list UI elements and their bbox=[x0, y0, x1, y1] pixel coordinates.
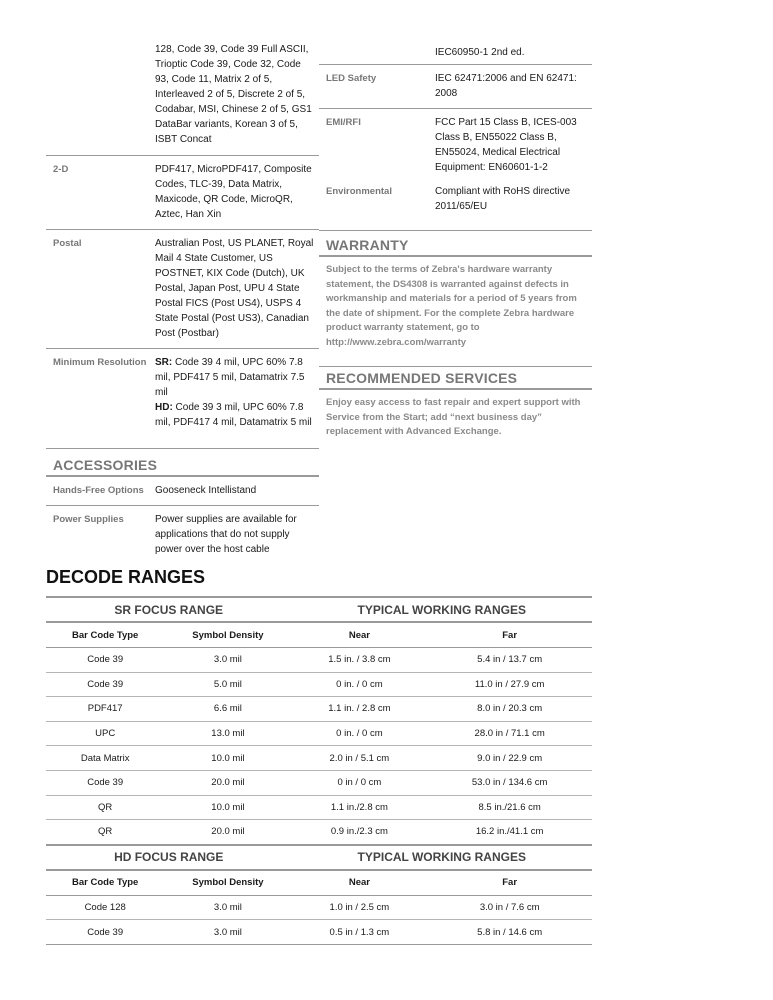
sr-column-headers bbox=[46, 622, 592, 648]
spec-value bbox=[155, 355, 319, 430]
spec-value: Australian Post, US PLANET, Royal Mail 4 State Customer, US POSTNET, KIX Code (Dutch), UK Postal, Japan Post, UPU 4 State Postal FICS (Post US4), USPS 4 State Postal (Post US3), Canadian Post (Postbar) bbox=[155, 238, 314, 339]
table-cell: 3.0 mil bbox=[164, 648, 291, 673]
table-cell: 0.5 in / 1.3 cm bbox=[291, 920, 427, 945]
column-header: Near bbox=[291, 870, 427, 896]
table-cell: 53.0 in / 134.6 cm bbox=[427, 770, 592, 795]
table-cell: UPC bbox=[46, 721, 164, 746]
left-column bbox=[46, 0, 319, 564]
table-cell: 5.8 in / 14.6 cm bbox=[427, 920, 592, 945]
spec-row-postal bbox=[46, 230, 319, 349]
hd-value: Code 39 3 mil, UPC 60% 7.8 mil, PDF417 4 mil, Datamatrix 5 mil bbox=[155, 402, 312, 428]
spec-label: Environmental bbox=[326, 186, 392, 197]
table-cell: 16.2 in./41.1 cm bbox=[427, 820, 592, 845]
spec-value: Power supplies are available for applications that do not supply power over the host cable bbox=[155, 514, 297, 555]
spec-row-2d bbox=[46, 156, 319, 230]
spec-value: 128, Code 39, Code 39 Full ASCII, Trioptic Code 39, Code 32, Code 93, Code 11, Matrix 2 of 5, Interleaved 2 of 5, Discrete 2 of 5, Codabar, MSI, Chinese 2 of 5, GS1 DataBar variants, Korean 3 of 5, ISBT Concat bbox=[155, 44, 312, 145]
services-heading: RECOMMENDED SERVICES bbox=[319, 367, 592, 390]
hd-label: HD: bbox=[155, 402, 173, 413]
services-text: Enjoy easy access to fast repair and expert support with Service from the Start; add “next business day” replacement with Advanced Exchange. bbox=[326, 397, 581, 437]
accessories-heading: ACCESSORIES bbox=[46, 455, 319, 477]
warranty-heading: WARRANTY bbox=[319, 231, 592, 257]
table-cell: 3.0 mil bbox=[164, 895, 291, 920]
table-cell: 1.0 in / 2.5 cm bbox=[291, 895, 427, 920]
warranty-text: Subject to the terms of Zebra's hardware warranty statement, the DS4308 is warranted against defects in workmanship and materials for a period of 5 years from the date of shipment. For the complete Zebra hardware product warranty statement, go to http://www.zebra.com/warranty bbox=[326, 264, 577, 348]
sr-group-header bbox=[46, 597, 592, 622]
sr-focus-range-title: SR FOCUS RANGE bbox=[46, 597, 291, 622]
spec-row-emi-rfi bbox=[319, 109, 592, 182]
table-cell: 0 in. / 0 cm bbox=[291, 721, 427, 746]
decode-ranges-table bbox=[46, 596, 592, 945]
spec-label bbox=[46, 44, 155, 149]
spec-value: PDF417, MicroPDF417, Composite Codes, TLC-39, Data Matrix, Maxicode, QR Code, MicroQR, Aztec, Han Xin bbox=[155, 164, 312, 220]
decode-ranges-title: DECODE RANGES bbox=[46, 567, 206, 587]
spec-value: Gooseneck Intellistand bbox=[155, 485, 257, 496]
table-cell: 28.0 in / 71.1 cm bbox=[427, 721, 592, 746]
table-cell: 8.5 in./21.6 cm bbox=[427, 795, 592, 820]
column-header: Far bbox=[427, 622, 592, 648]
spec-label: Power Supplies bbox=[53, 514, 124, 525]
hd-focus-range-title: HD FOCUS RANGE bbox=[46, 845, 291, 870]
table-cell: 2.0 in / 5.1 cm bbox=[291, 746, 427, 771]
column-header: Symbol Density bbox=[164, 870, 291, 896]
table-cell: 0 in. / 0 cm bbox=[291, 672, 427, 697]
table-cell: 5.4 in / 13.7 cm bbox=[427, 648, 592, 673]
table-row bbox=[46, 746, 592, 771]
table-row bbox=[46, 895, 592, 920]
table-cell: 1.5 in. / 3.8 cm bbox=[291, 648, 427, 673]
spec-value: IEC 62471:2006 and EN 62471: 2008 bbox=[435, 73, 577, 99]
table-cell: 3.0 in / 7.6 cm bbox=[427, 895, 592, 920]
table-cell: PDF417 bbox=[46, 697, 164, 722]
table-row bbox=[46, 820, 592, 845]
table-cell: 10.0 mil bbox=[164, 795, 291, 820]
spec-label: Postal bbox=[53, 238, 82, 249]
spec-row-power-supplies bbox=[46, 506, 319, 564]
table-cell: 11.0 in / 27.9 cm bbox=[427, 672, 592, 697]
spec-row-hands-free bbox=[46, 477, 319, 506]
table-cell: Code 39 bbox=[46, 672, 164, 697]
right-column bbox=[319, 0, 592, 440]
table-cell: 8.0 in / 20.3 cm bbox=[427, 697, 592, 722]
spec-label: 2-D bbox=[53, 164, 69, 175]
table-cell: 6.6 mil bbox=[164, 697, 291, 722]
column-header: Bar Code Type bbox=[46, 622, 164, 648]
table-cell: Code 128 bbox=[46, 895, 164, 920]
spec-row-min-resolution bbox=[46, 349, 319, 449]
table-cell: 1.1 in./2.8 cm bbox=[291, 795, 427, 820]
table-cell: QR bbox=[46, 795, 164, 820]
column-header: Symbol Density bbox=[164, 622, 291, 648]
table-row bbox=[46, 648, 592, 673]
sr-label: SR: bbox=[155, 357, 173, 368]
table-row bbox=[46, 770, 592, 795]
table-cell: 5.0 mil bbox=[164, 672, 291, 697]
table-row bbox=[46, 920, 592, 945]
spec-label: LED Safety bbox=[326, 73, 377, 84]
hd-group-header bbox=[46, 845, 592, 870]
table-cell: Code 39 bbox=[46, 648, 164, 673]
table-cell: 13.0 mil bbox=[164, 721, 291, 746]
table-row bbox=[46, 697, 592, 722]
spec-value: FCC Part 15 Class B, ICES-003 Class B, EN55022 Class B, EN55024, Medical Electrical Equipment: EN60601-1-2 bbox=[435, 117, 577, 173]
spec-label bbox=[319, 45, 435, 60]
table-row bbox=[46, 672, 592, 697]
table-cell: 0.9 in./2.3 cm bbox=[291, 820, 427, 845]
spec-row-environmental bbox=[319, 182, 592, 230]
spec-value: Compliant with RoHS directive 2011/65/EU bbox=[435, 186, 571, 212]
table-row bbox=[46, 721, 592, 746]
table-cell: 20.0 mil bbox=[164, 770, 291, 795]
spec-row-led-safety bbox=[319, 65, 592, 109]
table-cell: 9.0 in / 22.9 cm bbox=[427, 746, 592, 771]
hd-working-ranges-title: TYPICAL WORKING RANGES bbox=[291, 845, 592, 870]
column-header: Near bbox=[291, 622, 427, 648]
table-cell: 3.0 mil bbox=[164, 920, 291, 945]
table-cell: 0 in / 0 cm bbox=[291, 770, 427, 795]
spec-label: Hands-Free Options bbox=[53, 485, 144, 496]
column-header: Far bbox=[427, 870, 592, 896]
spec-label: Minimum Resolution bbox=[53, 357, 147, 368]
sr-value: Code 39 4 mil, UPC 60% 7.8 mil, PDF417 5 mil, Datamatrix 7.5 mil bbox=[155, 357, 305, 398]
table-cell: 20.0 mil bbox=[164, 820, 291, 845]
column-header: Bar Code Type bbox=[46, 870, 164, 896]
table-cell: 10.0 mil bbox=[164, 746, 291, 771]
spec-row-laser-continued bbox=[319, 0, 592, 65]
table-cell: QR bbox=[46, 820, 164, 845]
table-cell: Code 39 bbox=[46, 770, 164, 795]
spec-value: IEC60950-1 2nd ed. bbox=[435, 47, 525, 58]
table-row bbox=[46, 795, 592, 820]
spec-row-1d-continued bbox=[46, 0, 319, 156]
table-cell: Code 39 bbox=[46, 920, 164, 945]
table-cell: 1.1 in. / 2.8 cm bbox=[291, 697, 427, 722]
spec-label: EMI/RFI bbox=[326, 117, 361, 128]
hd-column-headers bbox=[46, 870, 592, 896]
table-cell: Data Matrix bbox=[46, 746, 164, 771]
sr-working-ranges-title: TYPICAL WORKING RANGES bbox=[291, 597, 592, 622]
